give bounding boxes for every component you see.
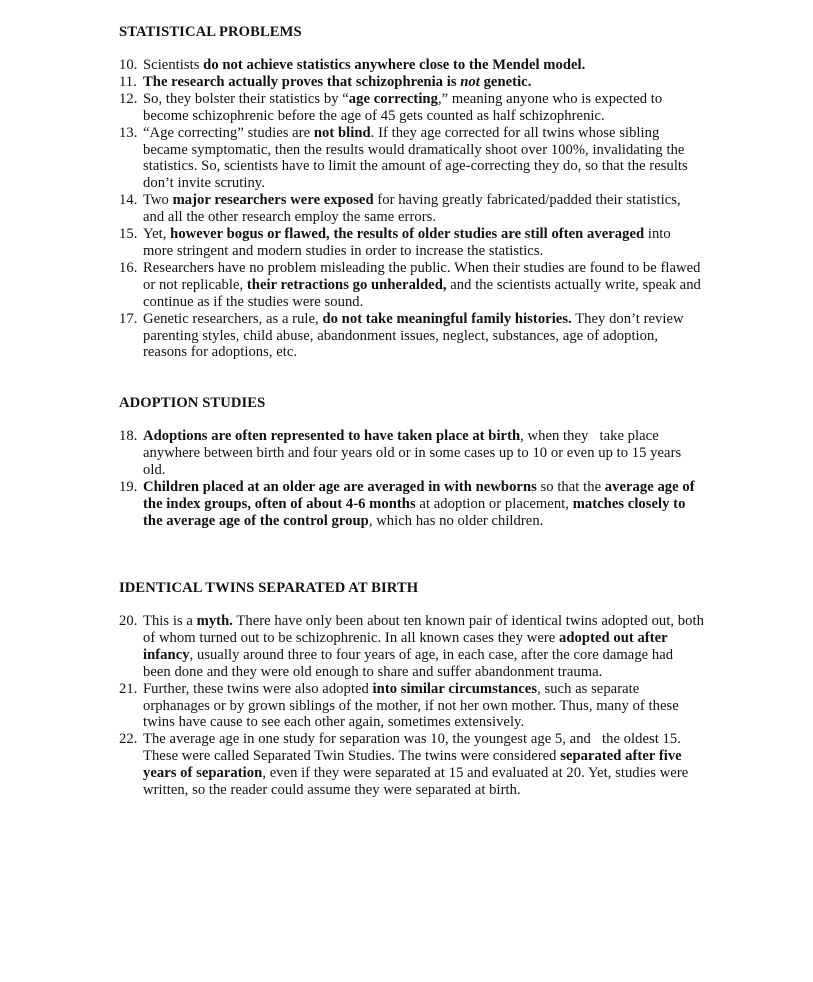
item-number: 15. (119, 226, 138, 243)
list-item (119, 91, 704, 125)
body-text: for having greatly fabricated/padded their statistics, and all the other research employ the same errors. (143, 192, 681, 226)
emphasized-text: The research actually proves that schizophrenia is (143, 73, 461, 90)
emphasized-text: into similar circumstances (372, 680, 538, 697)
body-text: so that the (536, 478, 605, 495)
list-item (119, 311, 704, 362)
body-text: Two (143, 192, 173, 209)
item-number: 12. (119, 90, 138, 107)
body-text: into more stringent and modern studies in order to increase the statistics. (143, 226, 671, 259)
emphasized-text: major researchers were exposed (172, 192, 374, 209)
body-text: , when they take place anywhere between birth and four years old or in some cases up to 10 or even up to 15 years old. (143, 428, 682, 478)
emphasized-text: do not take meaningful family histories. (322, 310, 572, 327)
emphasized-text: genetic. (479, 73, 532, 90)
list-item (119, 226, 704, 260)
item-number: 18. (119, 428, 138, 444)
item-number: 19. (119, 478, 138, 495)
item-number: 13. (119, 124, 138, 141)
list-item (119, 125, 704, 193)
emphasized-text: however bogus or flawed, the results of older studies are still often averaged (170, 226, 645, 243)
body-text: This is a (143, 613, 197, 629)
body-text: So, they bolster their statistics by “ (143, 90, 349, 107)
emphasized-text: matches closely to the average age of the control group (143, 495, 686, 529)
list-item (119, 681, 704, 732)
list-item (119, 613, 704, 681)
emphasized-text: not (460, 73, 480, 90)
list-item (119, 57, 704, 74)
list-item (119, 74, 704, 91)
list-item (119, 260, 704, 311)
body-text: Yet, (143, 226, 171, 243)
item-number: 16. (119, 259, 138, 276)
emphasized-text: age correcting (348, 90, 438, 107)
body-text: ,” meaning anyone who is expected to become schizophrenic before the age of 45 gets counted as half schizophrenic. (143, 90, 663, 124)
emphasized-text: adopted out after infancy (143, 629, 668, 663)
body-text: , such as separate orphanages or by grown siblings of the mother, if not her own mother. Thus, many of these twins have cause to see each other again, sometimes extensively. (143, 680, 679, 731)
list-item (119, 192, 704, 226)
item-number: 14. (119, 192, 138, 209)
section-statistical-problems (119, 24, 704, 361)
body-text: and the scientists actually write, speak and continue as if the studies were sound. (143, 276, 701, 310)
body-text: , even if they were separated at 15 and evaluated at 20. Yet, studies were written, so the reader could assume they were separated at birth. (143, 765, 689, 799)
numbered-list (119, 428, 704, 529)
emphasized-text: myth. (196, 613, 233, 629)
body-text: Genetic researchers, as a rule, (143, 310, 323, 327)
item-number: 17. (119, 310, 138, 327)
section-adoption-studies (119, 395, 704, 529)
list-item (119, 731, 704, 799)
body-text: . If they age corrected for all twins whose sibling became symptomatic, then the results would dramatically shoot over 100%, invalidating the statistics. So, scientists have to limit the amount of age-correcting they do, so that the results don’t invite scrutiny. (143, 124, 688, 192)
item-number: 22. (119, 731, 138, 748)
body-text: , usually around three to four years of age, in each case, after the core damage had been done and they were old enough to share and suffer abandonment trauma. (143, 646, 674, 680)
emphasized-text: do not achieve statistics anywhere close to the Mendel model. (203, 57, 586, 73)
body-text: “Age correcting” studies are (143, 124, 314, 141)
body-text: The average age in one study for separation was 10, the youngest age 5, and the oldest 15. These were called Separated Twin Studies. The twins were considered (143, 731, 681, 765)
numbered-list (119, 613, 704, 799)
emphasized-text: separated after five years of separation (143, 748, 682, 782)
section-heading: STATISTICAL PROBLEMS (119, 24, 302, 40)
body-text: Further, these twins were also adopted (143, 680, 373, 697)
numbered-list (119, 57, 704, 361)
item-number: 11. (119, 73, 137, 90)
emphasized-text: average age of the index groups, often of about 4-6 months (143, 478, 695, 512)
body-text: There have only been about ten known pair of identical twins adopted out, both of whom turned out to be schizophrenic. In all known cases they were (143, 613, 704, 646)
emphasized-text: Adoptions are often represented to have taken place at birth (143, 428, 521, 444)
section-heading: ADOPTION STUDIES (119, 395, 266, 411)
item-number: 20. (119, 613, 138, 629)
body-text: Scientists (143, 57, 204, 73)
emphasized-text: not blind (313, 124, 371, 141)
item-number: 21. (119, 680, 138, 697)
emphasized-text: their retractions go unheralded, (246, 276, 447, 293)
emphasized-text: Children placed at an older age are averaged in with newborns (143, 478, 537, 495)
list-item (119, 479, 704, 530)
list-item (119, 428, 704, 479)
body-text: Researchers have no problem misleading the public. When their studies are found to be flawed or not replicable, (143, 259, 701, 293)
section-identical-twins (119, 580, 704, 799)
body-text: , which has no older children. (368, 512, 544, 529)
section-heading: IDENTICAL TWINS SEPARATED AT BIRTH (119, 580, 419, 596)
body-text: They don’t review parenting styles, child abuse, abandonment issues, neglect, substances, age of adoption, reasons for adoptions, etc. (143, 310, 684, 361)
item-number: 10. (119, 57, 138, 73)
body-text: at adoption or placement, (415, 495, 573, 512)
